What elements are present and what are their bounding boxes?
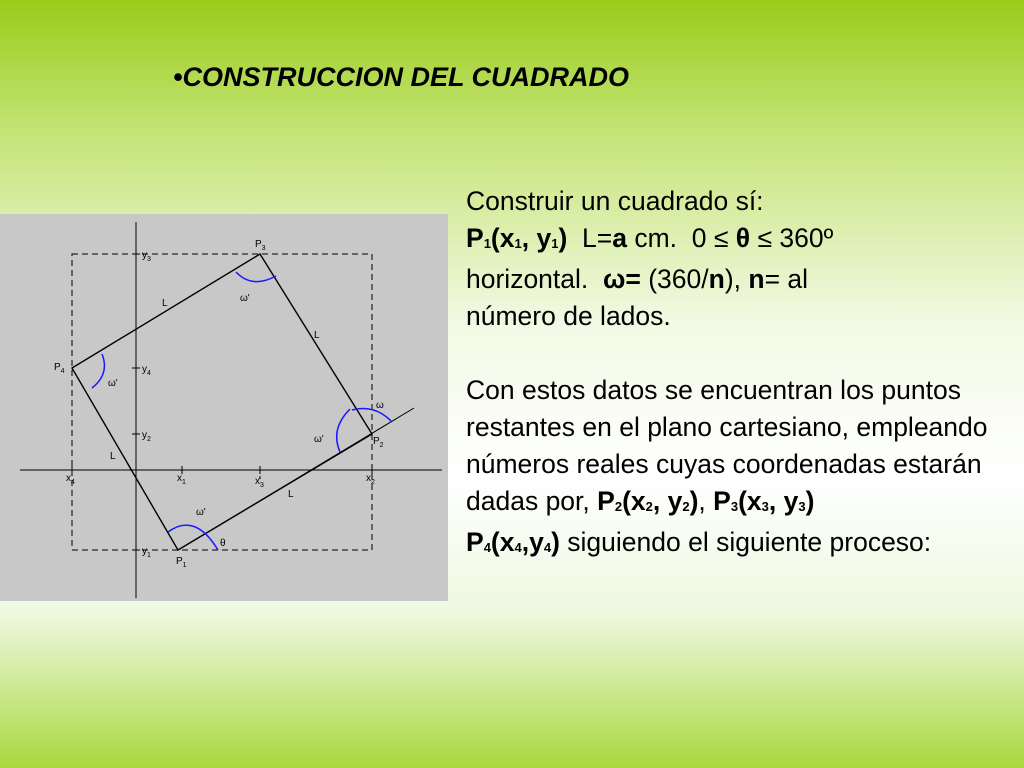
label-x3: $x_3$ (255, 476, 264, 489)
square (72, 254, 372, 550)
process-paragraph: Con estos datos se encuentran los puntos restantes en el plano cartesiano, empleando números reales cuyas coordenadas estarán dadas por, $P_2(x_2$, $y_2$), $P_3(x_3$, $y_3$) $P_4(x_4,y_4)$ siguiendo el siguiente proceso: (466, 375, 988, 557)
side-label-top-right: L (314, 330, 320, 341)
label-x1: $x_1$ (177, 473, 186, 486)
slide-title: •CONSTRUCCION DEL CUADRADO (173, 62, 629, 92)
label-P2: $P_2$ (373, 436, 384, 449)
omega-prime-p3: ω' (240, 293, 250, 304)
theta-p1: θ (220, 538, 226, 549)
label-x4: $x_4$ (66, 473, 75, 486)
omega-prime-p2: ω' (314, 434, 324, 445)
omega-prime-p1: ω' (196, 507, 206, 518)
side-label-bottom-left: L (110, 451, 116, 462)
label-y2: $y_2$ (142, 430, 151, 443)
label-y3: $y_3$ (142, 250, 151, 263)
angle-arc-p4 (92, 354, 104, 388)
label-P4: $P_4$ (54, 362, 65, 375)
axis-ticks (72, 254, 372, 550)
omega-prime-p4: ω' (108, 378, 118, 389)
square-construction-figure (0, 214, 448, 601)
sides-line: número de lados. (466, 301, 671, 331)
body-text (466, 183, 1016, 565)
omega-definition-line: horizontal. ω= (360/n), n= al (466, 264, 809, 294)
construction-diagram (0, 214, 448, 601)
angle-arc-p3 (236, 272, 276, 282)
p1-definition-line: $P_1(x_1$, $y_1$) L=a cm. 0 ≤ θ ≤ 360º (466, 223, 834, 253)
side-label-top-left: L (162, 298, 168, 309)
bounding-box (72, 254, 372, 550)
angle-arc-p2 (337, 409, 350, 452)
label-x2: $x_2$ (366, 473, 375, 486)
label-y4: $y_4$ (142, 364, 151, 377)
label-y1: $y_1$ (142, 546, 151, 559)
label-P3: $P_3$ (255, 239, 266, 252)
label-P1: $P_1$ (176, 556, 187, 569)
intro-line: Construir un cuadrado sí: (466, 186, 764, 216)
side-label-bottom-right: L (288, 489, 294, 500)
omega-p2: ω (376, 400, 384, 411)
